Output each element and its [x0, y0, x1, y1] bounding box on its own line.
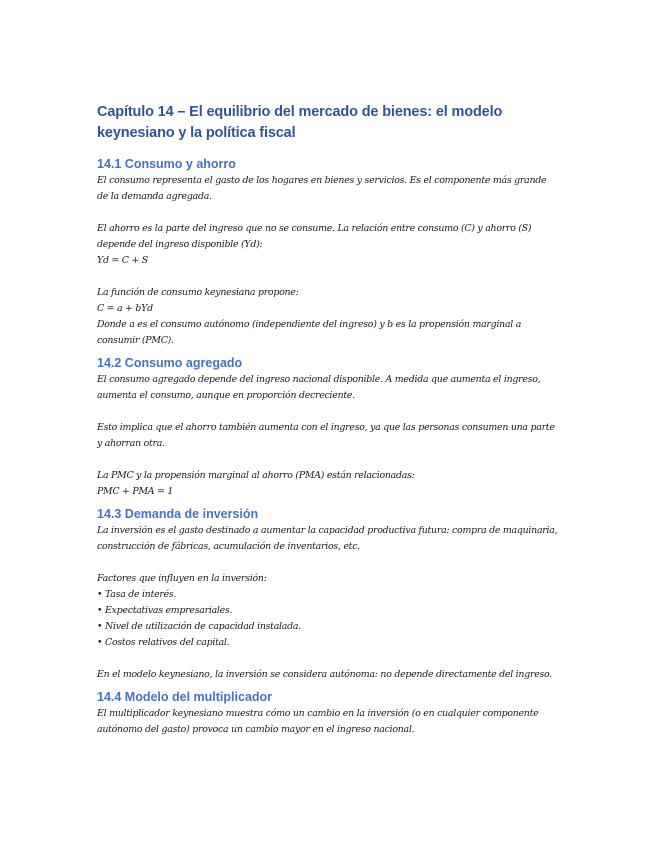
section-heading: 14.1 Consumo y ahorro [97, 157, 236, 171]
paragraph: Factores que influyen en la inversión: [97, 573, 267, 584]
paragraph: El consumo representa el gasto de los hogares en bienes y servicios. Es el componente más grande de la demanda agregada. [97, 175, 547, 202]
paragraph: En el modelo keynesiano, la inversión se considera autónoma: no depende directamente del ingreso. [97, 669, 553, 680]
section-heading: 14.3 Demanda de inversión [97, 507, 259, 521]
chapter-title: Capítulo 14 – El equilibrio del mercado de bienes: el modelo keynesiano y la política fiscal [97, 104, 503, 141]
list-item: • Tasa de interés. [97, 587, 559, 603]
equation: Yd = C + S [97, 255, 148, 266]
document-page [97, 102, 559, 738]
paragraph: La función de consumo keynesiana propone: [97, 287, 299, 298]
paragraph: La PMC y la propensión marginal al ahorro (PMA) están relacionadas: [97, 470, 415, 481]
section-heading: 14.2 Consumo agregado [97, 356, 243, 370]
paragraph: El ahorro es la parte del ingreso que no se consume. La relación entre consumo (C) y ahorro (S) depende del ingreso disponible (Yd): [97, 223, 532, 250]
paragraph: Donde a es el consumo autónomo (independiente del ingreso) y b es la propensión marginal a consumir (PMC). [97, 319, 522, 346]
paragraph: La inversión es el gasto destinado a aumentar la capacidad productiva futura: compra de maquinaria, construcción de fábricas, acumulación de inventarios, etc. [97, 525, 558, 552]
paragraph: El consumo agregado depende del ingreso nacional disponible. A medida que aumenta el ingreso, aumenta el consumo, aunque en proporción decreciente. [97, 374, 541, 401]
list-item: • Nivel de utilización de capacidad instalada. [97, 619, 559, 635]
list-item: • Expectativas empresariales. [97, 603, 559, 619]
section-consumo-agregado [97, 355, 559, 500]
paragraph: El multiplicador keynesiano muestra cómo un cambio en la inversión (o en cualquier componente autónomo del gasto) provoca un cambio mayor en el ingreso nacional. [97, 708, 539, 735]
paragraph: Esto implica que el ahorro también aumenta con el ingreso, ya que las personas consumen una parte y ahorran otra. [97, 422, 555, 449]
list-item: • Costos relativos del capital. [97, 635, 559, 651]
section-heading: 14.4 Modelo del multiplicador [97, 690, 273, 704]
equation: PMC + PMA = 1 [97, 486, 174, 497]
section-consumo-ahorro [97, 156, 559, 349]
section-modelo-multiplicador [97, 689, 559, 738]
equation: C = a + bYd [97, 303, 153, 314]
factors-list [97, 587, 559, 651]
section-demanda-inversion [97, 506, 559, 683]
